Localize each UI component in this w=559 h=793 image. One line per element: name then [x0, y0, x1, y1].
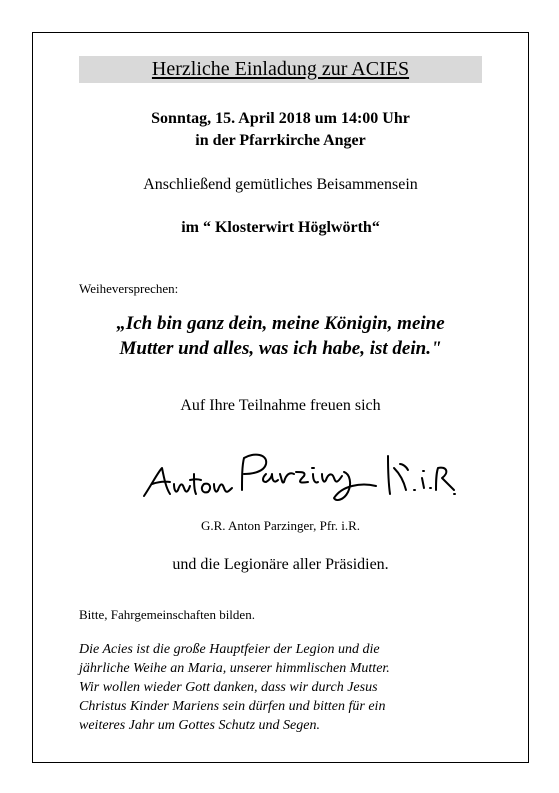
date-line: Sonntag, 15. April 2018 um 14:00 Uhr [151, 110, 410, 127]
carpool-line: Bitte, Fahrgemeinschaften bilden. [79, 607, 255, 622]
vow-quote-line-2: Mutter und alles, was ich habe, ist dein." [119, 338, 442, 359]
after-event-line: Anschließend gemütliches Beisammensein [143, 176, 418, 193]
place-line: in der Pfarrkirche Anger [195, 132, 366, 149]
closing-line-5: weiteres Jahr um Gottes Schutz und Segen. [79, 718, 320, 733]
vow-label: Weiheversprechen: [79, 281, 179, 296]
signature-image [138, 444, 458, 506]
title-bar [79, 56, 482, 83]
signer-line: G.R. Anton Parzinger, Pfr. i.R. [200, 518, 361, 533]
closing-line-2: jährliche Weihe an Maria, unserer himmlischen Mutter. [79, 661, 390, 676]
closing-line-4: Christus Kinder Mariens sein dürfen und bitten für ein [79, 699, 386, 714]
closing-line-1: Die Acies ist die große Hauptfeier der Legion und die [79, 642, 380, 657]
venue-line: im “ Klosterwirt Höglwörth“ [181, 219, 380, 236]
closing-line-3: Wir wollen wieder Gott danken, dass wir durch Jesus [79, 680, 378, 695]
vow-quote-line-1: „Ich bin ganz dein, meine Königin, meine [116, 313, 445, 334]
thanks-line: Auf Ihre Teilnahme freuen sich [180, 397, 381, 414]
legion-line: und die Legionäre aller Präsidien. [172, 556, 389, 573]
invitation-title: Herzliche Einladung zur ACIES [151, 58, 410, 80]
